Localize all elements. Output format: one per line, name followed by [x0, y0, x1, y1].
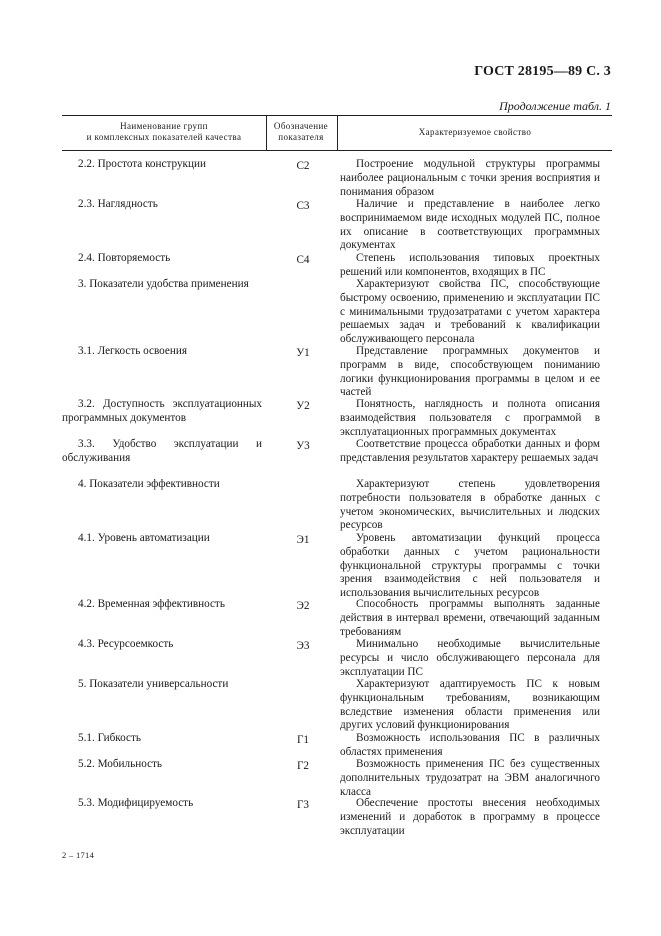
indicator-name: 2.2. Простота конструкции: [78, 158, 206, 170]
print-mark: 2 – 1714: [62, 850, 95, 860]
indicator-property: Понятность, наглядность и полнота описания взаимодействия пользователя с программой в эксплуатационных программных документах: [340, 398, 600, 438]
indicator-property: Характеризуют степень удовлетворения потребности пользователя в обработке данных с учетом экономических, вычислительных и людских ресурсов: [340, 478, 600, 532]
indicator-name: 5.2. Мобильность: [78, 758, 163, 770]
indicator-property: Минимально необходимые вычислительные ресурсы и число обслуживающего персонала для эксплуатации ПС: [340, 638, 600, 678]
indicator-name: 2.4. Повторяемость: [78, 252, 171, 264]
indicator-code: Э1: [296, 534, 310, 546]
indicator-name: 4.2. Временная эффективность: [78, 598, 225, 610]
header-divider-2: [337, 115, 338, 150]
table-continuation-label: Продолжение табл. 1: [499, 99, 611, 113]
indicator-property: Возможность использования ПС в различных областях применения: [340, 732, 600, 758]
indicator-property: Возможность применения ПС без существенных дополнительных трудозатрат на ЭВМ аналогичного класса: [340, 758, 600, 798]
indicator-code: Э3: [296, 640, 310, 652]
indicator-property: Соответствие процесса обработки данных и форм представления результатов характеру решаемых задач: [340, 438, 600, 464]
column-header-code-line1: Обозначение: [273, 121, 329, 131]
indicator-code: Г2: [296, 760, 310, 772]
indicator-property: Характеризуют свойства ПС, способствующие быстрому освоению, применению и эксплуатации ПС с минимальными трудозатратами с учетом характера решаемых задач и требований к квалификации обслуживающего персонала: [340, 278, 600, 346]
indicator-name: 5.3. Модифицируемость: [78, 797, 194, 809]
standard-code: ГОСТ 28195—89 С. 3: [474, 64, 611, 79]
indicator-property: Обеспечение простоты внесения необходимых изменений и доработок в программу в процессе эксплуатации: [340, 797, 600, 837]
indicator-code: Г1: [296, 734, 310, 746]
indicator-property: Построение модульной структуры программы наиболее рациональным с точки зрения восприятия и понимания образом: [340, 158, 600, 198]
indicator-name: 3. Показатели удобства применения: [78, 278, 249, 290]
indicator-property: Характеризуют адаптируемость ПС к новым функциональным требованиям, возникающим вследствие изменения области применения или других условий функционирования: [340, 678, 600, 732]
indicator-code: Э2: [296, 600, 310, 612]
indicator-property: Уровень автоматизации функций процесса обработки данных с учетом рациональности функциональной структуры программы с точки зрения взаимодействия с ней пользователя и использования вычислительных ресурсов: [340, 532, 600, 600]
indicator-code: Г3: [296, 799, 310, 811]
indicator-name: 5. Показатели универсальности: [78, 678, 229, 690]
indicator-name: 3.1. Легкость освоения: [78, 345, 187, 357]
indicator-code: У3: [296, 440, 310, 452]
indicator-name: 4. Показатели эффективности: [78, 478, 220, 490]
column-header-name-line1: Наименование групп: [120, 121, 208, 131]
header-divider-1: [266, 115, 267, 150]
indicator-code: [270, 678, 336, 680]
column-header-property: Характеризуемое свойство: [418, 127, 532, 137]
indicator-code: [270, 278, 336, 280]
indicator-name: 3.3. Удобство эксплуатации и обслуживания: [62, 438, 262, 464]
indicator-code: [270, 478, 336, 480]
column-header-name: [66, 121, 262, 143]
indicator-property: Наличие и представление в наиболее легко воспринимаемом виде исходных модулей ПС, полное их описание в соответствующих программных документах: [340, 198, 600, 252]
indicator-name: 3.2. Доступность эксплуатационных программных документов: [62, 398, 262, 424]
indicator-code: У1: [296, 347, 310, 359]
indicator-code: У2: [296, 400, 310, 412]
column-header-code: [268, 121, 334, 143]
indicator-name: 2.3. Наглядность: [78, 198, 158, 210]
indicator-code: С4: [296, 254, 310, 266]
indicator-name: 4.1. Уровень автоматизации: [78, 532, 210, 544]
indicator-property: Представление программных документов и программ в виде, способствующем пониманию логики функционирования программы в целом и ее частей: [340, 345, 600, 399]
indicator-code: С2: [296, 160, 310, 172]
indicator-property: Степень использования типовых проектных решений или компонентов, входящих в ПС: [340, 252, 600, 278]
indicator-code: С3: [296, 200, 310, 212]
column-header-name-line2: и комплексных показателей качества: [86, 132, 242, 142]
indicator-name: 4.3. Ресурсоемкость: [78, 638, 174, 650]
table-header-rule: [62, 150, 612, 151]
indicator-name: 5.1. Гибкость: [78, 732, 141, 744]
indicator-property: Способность программы выполнять заданные действия в интервал времени, отвечающий заданным требованиям: [340, 598, 600, 638]
column-header-code-line2: показателя: [278, 132, 324, 142]
